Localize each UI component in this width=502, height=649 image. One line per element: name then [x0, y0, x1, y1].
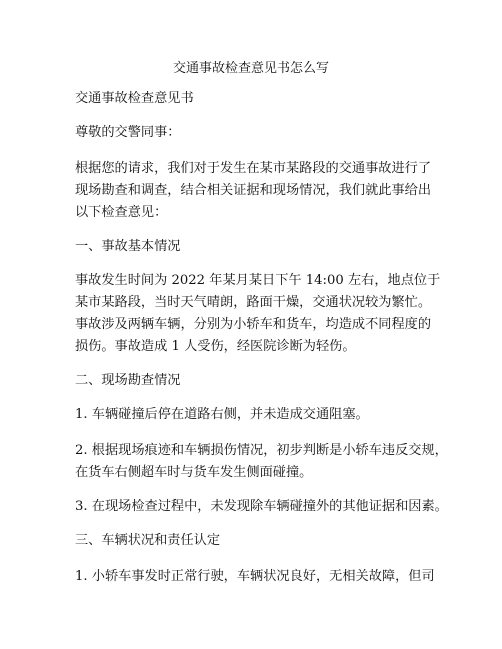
text-line: 事故发生时间为 2022 年某月某日下午 14:00 左右，地点位于	[75, 273, 441, 288]
vehicle-item-1	[75, 566, 475, 588]
intro-paragraph	[75, 158, 475, 224]
text-line: 1. 小轿车事发时正常行驶，车辆状况良好，无相关故障，但司	[75, 569, 435, 584]
text-line: 损伤。事故造成 1 人受伤，经医院诊断为轻伤。	[75, 339, 356, 354]
text-line: 在货车右侧超车时与货车发生侧面碰撞。	[75, 465, 313, 480]
survey-item-3	[75, 496, 475, 518]
text-line: 事故涉及两辆车辆，分别为小轿车和货车，均造成不同程度的	[75, 317, 432, 332]
section-heading-3	[75, 530, 475, 552]
text-line: 某市某路段，当时天气晴朗，路面干燥，交通状况较为繁忙。	[75, 295, 432, 310]
salutation	[75, 122, 475, 144]
text-line: 三、车辆状况和责任认定	[75, 533, 221, 548]
survey-item-1	[75, 404, 475, 426]
text-line: 一、事故基本情况	[75, 239, 181, 254]
text-line: 2. 根据现场痕迹和车辆损伤情况，初步判断是小轿车违反交规，	[75, 443, 448, 458]
text-line: 交通事故检查意见书	[75, 91, 194, 106]
text-line: 尊敬的交警同事：	[75, 125, 181, 140]
text-line: 二、现场勘查情况	[75, 373, 181, 388]
section-heading-1	[75, 236, 475, 258]
text-line: 以下检查意见：	[75, 205, 168, 220]
text-line: 3. 在现场检查过程中，未发现除车辆碰撞外的其他证据和因素。	[75, 499, 448, 514]
text-line: 现场勘查和调查，结合相关证据和现场情况，我们就此事给出	[75, 183, 432, 198]
survey-item-2	[75, 440, 475, 484]
section-heading-2	[75, 370, 475, 392]
accident-basic-paragraph	[75, 270, 475, 358]
text-line: 1. 车辆碰撞后停在道路右侧，并未造成交通阻塞。	[75, 407, 369, 422]
document-title: 交通事故检查意见书怎么写	[172, 61, 329, 76]
doc-heading	[75, 88, 475, 110]
text-line: 根据您的请求，我们对于发生在某市某路段的交通事故进行了	[75, 161, 432, 176]
